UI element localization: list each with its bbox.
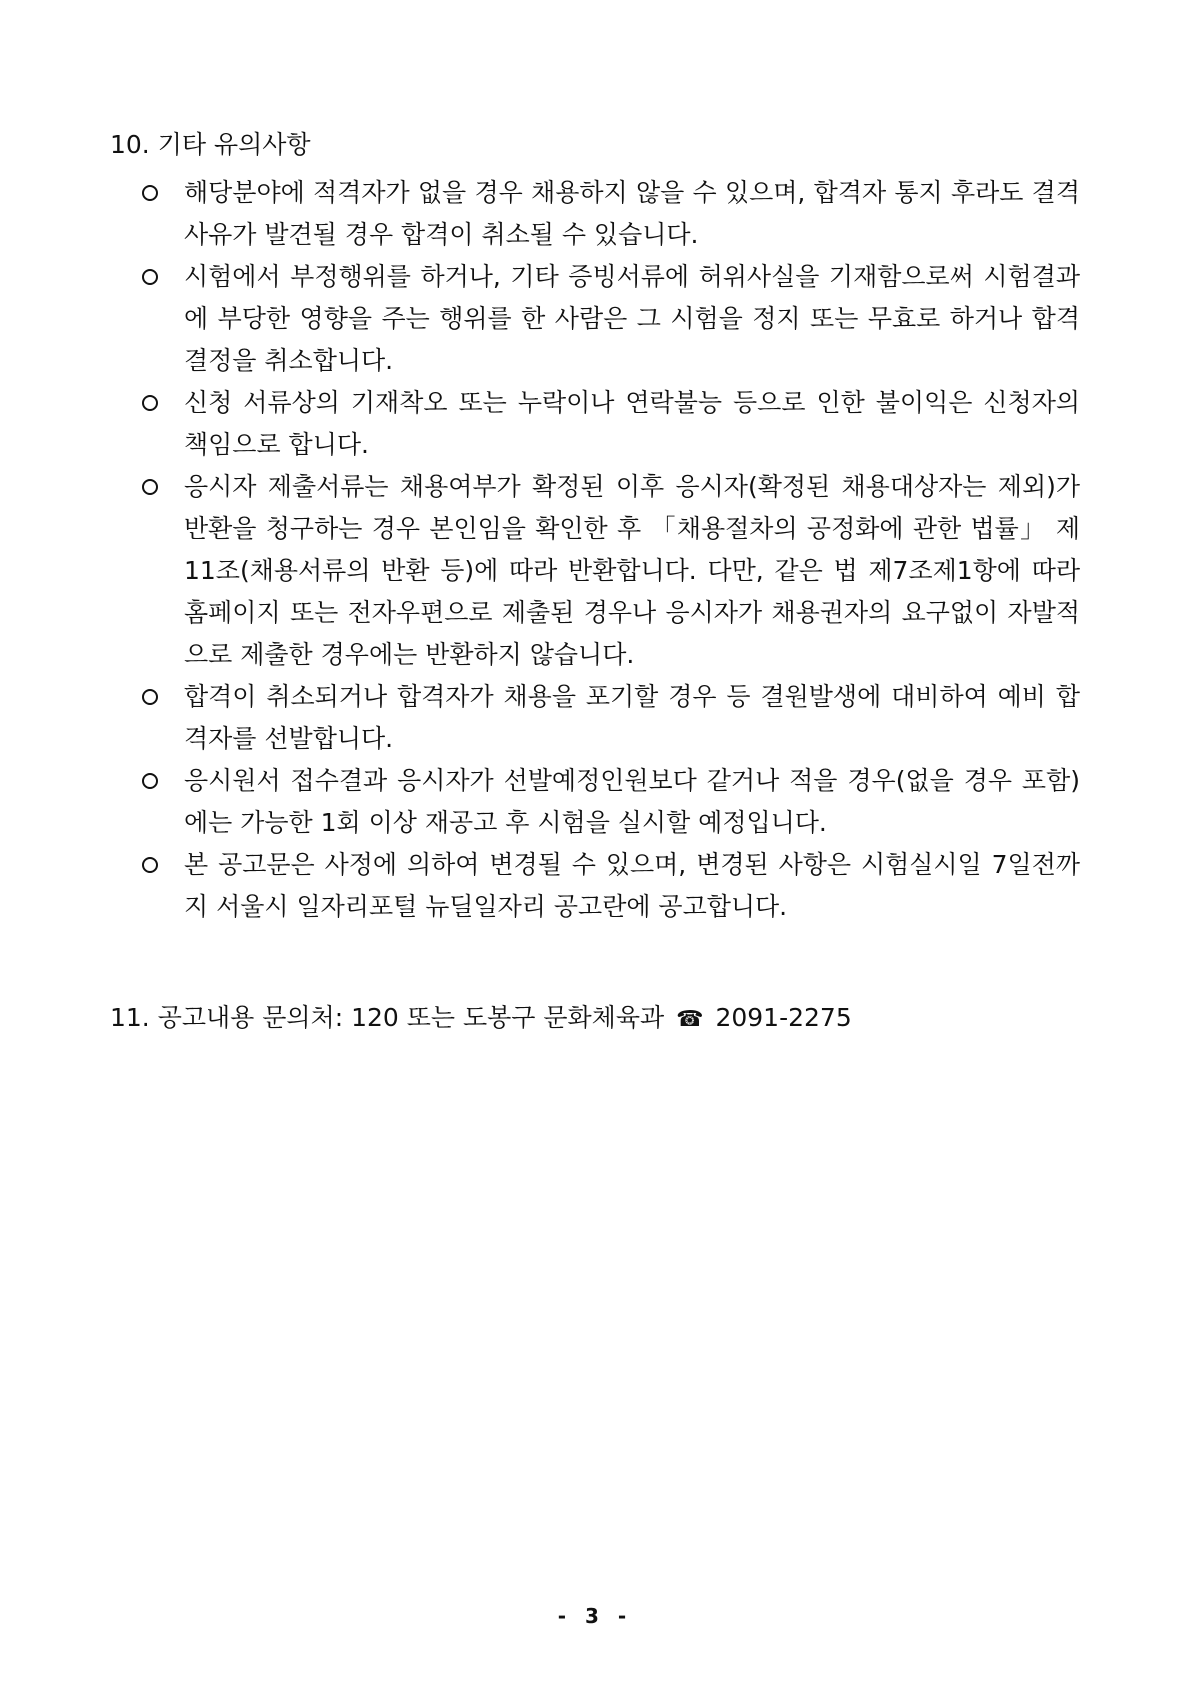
list-item-text: 신청 서류상의 기재착오 또는 누락이나 연락불능 등으로 인한 불이익은 신청자의 책임으로 합니다. xyxy=(184,388,1080,459)
circle-bullet-icon xyxy=(142,773,158,789)
list-item xyxy=(140,760,1080,844)
section-10-bullet-list xyxy=(140,172,1080,928)
list-item xyxy=(140,256,1080,382)
list-item-text: 합격이 취소되거나 합격자가 채용을 포기할 경우 등 결원발생에 대비하여 예비 합격자를 선발합니다. xyxy=(184,682,1080,753)
circle-bullet-icon xyxy=(142,857,158,873)
section-10-heading: 10. 기타 유의사항 xyxy=(110,130,311,159)
circle-bullet-icon xyxy=(142,689,158,705)
list-item xyxy=(140,676,1080,760)
phone-icon: ☎ xyxy=(676,1007,704,1032)
section-11-heading xyxy=(110,997,852,1041)
list-item xyxy=(140,466,1080,676)
list-item-text: 응시원서 접수결과 응시자가 선발예정인원보다 같거나 적을 경우(없을 경우 포함)에는 가능한 1회 이상 재공고 후 시험을 실시할 예정입니다. xyxy=(184,766,1080,837)
list-item xyxy=(140,382,1080,466)
phone-number: 2091-2275 xyxy=(715,1003,852,1032)
list-item xyxy=(140,172,1080,256)
list-item-text: 시험에서 부정행위를 하거나, 기타 증빙서류에 허위사실을 기재함으로써 시험결과에 부당한 영향을 주는 행위를 한 사람은 그 시험을 정지 또는 무효로 하거나 합격 결정을 취소합니다. xyxy=(184,262,1080,375)
circle-bullet-icon xyxy=(142,395,158,411)
circle-bullet-icon xyxy=(142,479,158,495)
list-item-text: 본 공고문은 사정에 의하여 변경될 수 있으며, 변경된 사항은 시험실시일 7일전까지 서울시 일자리포털 뉴딜일자리 공고란에 공고합니다. xyxy=(184,850,1080,921)
circle-bullet-icon xyxy=(142,185,158,201)
list-item-text: 해당분야에 적격자가 없을 경우 채용하지 않을 수 있으며, 합격자 통지 후라도 결격사유가 발견될 경우 합격이 취소될 수 있습니다. xyxy=(184,178,1080,249)
circle-bullet-icon xyxy=(142,269,158,285)
list-item-text: 응시자 제출서류는 채용여부가 확정된 이후 응시자(확정된 채용대상자는 제외)가 반환을 청구하는 경우 본인임을 확인한 후 「채용절차의 공정화에 관한 법률」 제11조(채용서류의 반환 등)에 따라 반환합니다. 다만, 같은 법 제7조제1항에 따라 홈페이지 또는 전자우편으로 제출된 경우나 응시자가 채용권자의 요구없이 자발적으로 제출한 경우에는 반환하지 않습니다. xyxy=(184,472,1080,669)
contact-info-text: 11. 공고내용 문의처: 120 또는 도봉구 문화체육과 xyxy=(110,1003,665,1032)
list-item xyxy=(140,844,1080,928)
page-number: - 3 - xyxy=(557,1604,633,1628)
